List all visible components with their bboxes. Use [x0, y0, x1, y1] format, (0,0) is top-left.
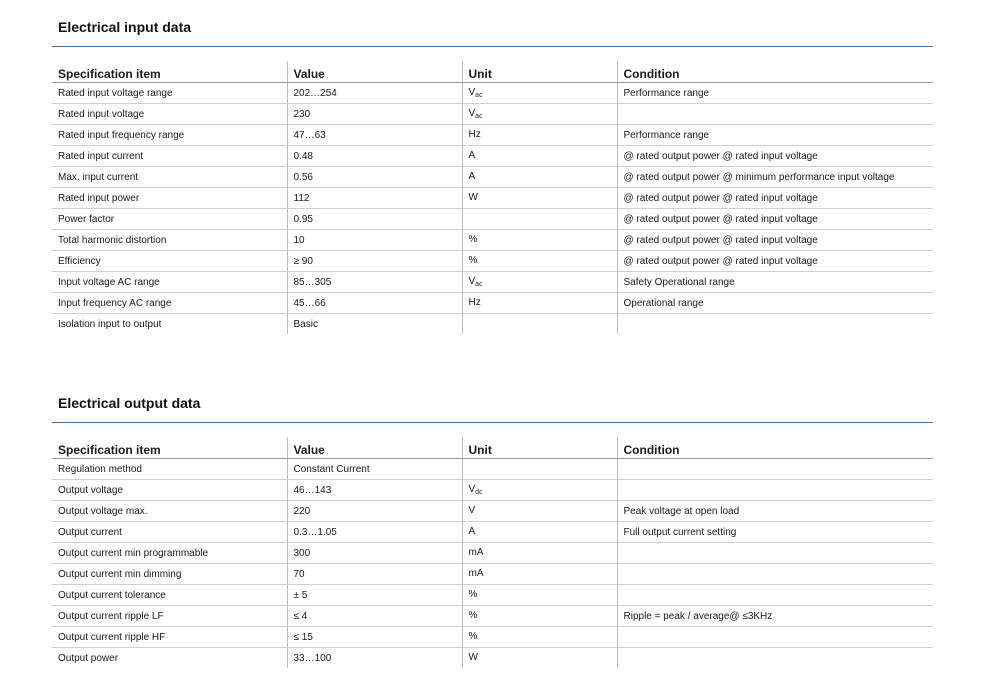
- header-specification-item: Specification item: [52, 437, 287, 459]
- table-row: [52, 543, 933, 564]
- value-cell: [287, 543, 462, 564]
- spec-item-cell: [52, 480, 287, 501]
- unit-cell-text: Hz: [468, 129, 481, 140]
- header-specification-item: Specification item: [52, 61, 287, 83]
- condition-cell: [617, 125, 933, 146]
- value-cell-text: 46…143: [293, 484, 332, 496]
- value-cell-text: 47…63: [293, 129, 326, 141]
- section-divider: [52, 46, 933, 47]
- unit-cell-text: W: [468, 192, 478, 203]
- value-cell-text: 0.48: [293, 150, 313, 162]
- condition-cell-text: @ rated output power @ minimum performance input voltage: [623, 171, 895, 183]
- unit-cell-text: A: [468, 526, 476, 537]
- spec-item-cell-text: Rated input voltage range: [58, 87, 173, 99]
- unit-cell: [462, 480, 617, 501]
- condition-cell: [617, 314, 933, 335]
- condition-cell: [617, 272, 933, 293]
- value-cell: [287, 564, 462, 585]
- value-cell: [287, 188, 462, 209]
- condition-cell: [617, 251, 933, 272]
- table-row: [52, 648, 933, 669]
- spec-item-cell-text: Rated input power: [58, 192, 140, 204]
- table-row: [52, 146, 933, 167]
- spec-item-cell-text: Output current: [58, 526, 122, 538]
- unit-cell: [462, 272, 617, 293]
- table-row: [52, 627, 933, 648]
- value-cell: [287, 230, 462, 251]
- section-title: Electrical input data: [58, 19, 192, 35]
- table-row: [52, 522, 933, 543]
- value-cell-text: 45…66: [293, 297, 326, 309]
- unit-cell-text: mA: [468, 547, 484, 558]
- condition-cell: [617, 209, 933, 230]
- condition-cell: [617, 606, 933, 627]
- value-cell: [287, 314, 462, 335]
- condition-cell-text: Operational range: [623, 297, 704, 309]
- header-condition: Condition: [617, 437, 933, 459]
- condition-cell-text: Performance range: [623, 87, 710, 99]
- value-cell-text: 0.95: [293, 213, 313, 225]
- spec-item-cell: [52, 522, 287, 543]
- value-cell-text: 230: [293, 108, 311, 120]
- value-cell: [287, 627, 462, 648]
- spec-item-cell-text: Rated input voltage: [58, 108, 145, 120]
- value-cell-text: 0.56: [293, 171, 313, 183]
- section-title: Electrical output data: [58, 395, 201, 411]
- value-cell-text: 33…100: [293, 652, 332, 664]
- spec-item-cell: [52, 606, 287, 627]
- spec-item-cell: [52, 564, 287, 585]
- unit-cell-text: Hz: [468, 297, 481, 308]
- spec-item-cell-text: Output current ripple LF: [58, 610, 164, 622]
- table-row: [52, 230, 933, 251]
- unit-cell-text: A: [468, 150, 476, 161]
- unit-cell: [462, 293, 617, 314]
- unit-cell: [462, 314, 617, 335]
- condition-cell-text: @ rated output power @ rated input voltage: [623, 213, 818, 225]
- condition-cell: [617, 230, 933, 251]
- condition-cell-text: Peak voltage at open load: [623, 505, 740, 517]
- spec-item-cell: [52, 230, 287, 251]
- condition-cell: [617, 459, 933, 480]
- value-cell-text: 220: [293, 505, 311, 517]
- spec-item-cell: [52, 459, 287, 480]
- unit-cell-text: %: [468, 234, 478, 245]
- unit-cell: [462, 146, 617, 167]
- unit-cell: [462, 125, 617, 146]
- unit-cell: [462, 230, 617, 251]
- unit-cell-text: %: [468, 610, 478, 621]
- spec-item-cell: [52, 188, 287, 209]
- condition-cell: [617, 543, 933, 564]
- value-cell-text: Constant Current: [293, 463, 370, 475]
- value-cell-text: 112: [293, 192, 310, 204]
- spec-item-cell: [52, 251, 287, 272]
- condition-cell-text: Ripple = peak / average@ ≤3KHz: [623, 610, 773, 622]
- condition-cell-text: @ rated output power @ rated input voltage: [623, 192, 818, 204]
- unit-subscript: ac: [475, 113, 483, 120]
- value-cell: [287, 480, 462, 501]
- table-row: [52, 272, 933, 293]
- unit-cell: [462, 606, 617, 627]
- table-row: [52, 459, 933, 480]
- table-header-row: [52, 61, 933, 83]
- spec-item-cell-text: Efficiency: [58, 255, 101, 267]
- electrical-input-table: [52, 61, 933, 334]
- header-value: Value: [287, 437, 462, 459]
- unit-cell-text: V: [468, 505, 476, 516]
- unit-cell-text: V: [468, 276, 476, 287]
- value-cell: [287, 209, 462, 230]
- electrical-output-table: [52, 437, 933, 668]
- spec-item-cell: [52, 501, 287, 522]
- electrical-output-section: [52, 393, 933, 668]
- unit-cell: [462, 648, 617, 669]
- value-cell: [287, 83, 462, 104]
- spec-item-cell: [52, 104, 287, 125]
- spec-item-cell: [52, 314, 287, 335]
- spec-item-cell-text: Input voltage AC range: [58, 276, 160, 288]
- value-cell-text: ± 5: [293, 589, 308, 601]
- value-cell-text: 300: [293, 547, 311, 559]
- electrical-input-section: [52, 17, 933, 334]
- value-cell: [287, 459, 462, 480]
- unit-cell: [462, 564, 617, 585]
- unit-subscript: dc: [475, 489, 483, 496]
- spec-item-cell: [52, 585, 287, 606]
- unit-cell-text: V: [468, 484, 476, 495]
- value-cell-text: ≤ 15: [293, 631, 313, 643]
- unit-cell-text: mA: [468, 568, 484, 579]
- value-cell: [287, 606, 462, 627]
- unit-cell: [462, 251, 617, 272]
- unit-cell: [462, 501, 617, 522]
- value-cell: [287, 522, 462, 543]
- value-cell: [287, 104, 462, 125]
- spec-item-cell-text: Max. input current: [58, 171, 139, 183]
- unit-cell-text: %: [468, 631, 478, 642]
- spec-item-cell-text: Output current tolerance: [58, 589, 166, 601]
- table-row: [52, 167, 933, 188]
- spec-item-cell-text: Regulation method: [58, 463, 142, 475]
- spec-item-cell: [52, 146, 287, 167]
- unit-subscript: ac: [475, 281, 483, 288]
- value-cell-text: 0.3…1.05: [293, 526, 337, 538]
- table-row: [52, 104, 933, 125]
- unit-cell: [462, 459, 617, 480]
- unit-cell: [462, 167, 617, 188]
- condition-cell: [617, 167, 933, 188]
- table-row: [52, 125, 933, 146]
- table-row: [52, 606, 933, 627]
- table-row: [52, 564, 933, 585]
- unit-cell: [462, 522, 617, 543]
- spec-item-cell: [52, 543, 287, 564]
- spec-item-cell-text: Isolation input to output: [58, 318, 162, 330]
- condition-cell: [617, 522, 933, 543]
- spec-item-cell-text: Rated input frequency range: [58, 129, 185, 141]
- condition-cell: [617, 146, 933, 167]
- unit-cell: [462, 188, 617, 209]
- unit-cell: [462, 543, 617, 564]
- spec-item-cell-text: Output current ripple HF: [58, 631, 166, 643]
- spec-item-cell: [52, 209, 287, 230]
- condition-cell-text: @ rated output power @ rated input voltage: [623, 234, 818, 246]
- condition-cell-text: Safety Operational range: [623, 276, 735, 288]
- condition-cell: [617, 480, 933, 501]
- value-cell-text: 10: [293, 234, 305, 246]
- condition-cell-text: @ rated output power @ rated input voltage: [623, 255, 818, 267]
- condition-cell: [617, 564, 933, 585]
- condition-cell: [617, 104, 933, 125]
- table-row: [52, 585, 933, 606]
- spec-item-cell-text: Output voltage: [58, 484, 124, 496]
- spec-item-cell-text: Output current min dimming: [58, 568, 182, 580]
- spec-item-cell-text: Output power: [58, 652, 119, 664]
- condition-cell: [617, 188, 933, 209]
- spec-item-cell: [52, 627, 287, 648]
- condition-cell: [617, 83, 933, 104]
- table-row: [52, 209, 933, 230]
- spec-item-cell-text: Total harmonic distortion: [58, 234, 167, 246]
- spec-item-cell: [52, 125, 287, 146]
- table-row: [52, 480, 933, 501]
- value-cell-text: 202…254: [293, 87, 337, 99]
- value-cell: [287, 167, 462, 188]
- condition-cell-text: Performance range: [623, 129, 710, 141]
- table-row: [52, 188, 933, 209]
- value-cell: [287, 501, 462, 522]
- unit-cell: [462, 209, 617, 230]
- value-cell: [287, 585, 462, 606]
- condition-cell: [617, 627, 933, 648]
- spec-item-cell: [52, 293, 287, 314]
- value-cell: [287, 293, 462, 314]
- spec-item-cell-text: Power factor: [58, 213, 115, 225]
- unit-cell-text: %: [468, 589, 478, 600]
- section-divider: [52, 422, 933, 423]
- condition-cell: [617, 293, 933, 314]
- value-cell: [287, 251, 462, 272]
- table-row: [52, 251, 933, 272]
- unit-cell-text: V: [468, 108, 476, 119]
- spec-item-cell: [52, 272, 287, 293]
- table-row: [52, 314, 933, 335]
- spec-item-cell: [52, 648, 287, 669]
- condition-cell: [617, 585, 933, 606]
- unit-cell-text: %: [468, 255, 478, 266]
- value-cell-text: 85…305: [293, 276, 332, 288]
- spec-item-cell-text: Output current min programmable: [58, 547, 209, 559]
- table-row: [52, 293, 933, 314]
- value-cell: [287, 648, 462, 669]
- unit-cell: [462, 83, 617, 104]
- value-cell: [287, 272, 462, 293]
- value-cell-text: ≥ 90: [293, 255, 313, 267]
- unit-cell: [462, 627, 617, 648]
- value-cell-text: 70: [293, 568, 305, 580]
- value-cell-text: Basic: [293, 318, 318, 330]
- unit-cell-text: W: [468, 652, 478, 663]
- spec-item-cell-text: Output voltage max.: [58, 505, 148, 517]
- value-cell: [287, 146, 462, 167]
- unit-cell-text: A: [468, 171, 476, 182]
- condition-cell: [617, 501, 933, 522]
- unit-cell-text: V: [468, 87, 476, 98]
- spec-item-cell: [52, 167, 287, 188]
- header-value: Value: [287, 61, 462, 83]
- spec-item-cell-text: Input frequency AC range: [58, 297, 172, 309]
- table-row: [52, 83, 933, 104]
- condition-cell: [617, 648, 933, 669]
- value-cell: [287, 125, 462, 146]
- table-row: [52, 501, 933, 522]
- table-header-row: [52, 437, 933, 459]
- unit-subscript: ac: [475, 92, 483, 99]
- unit-cell: [462, 104, 617, 125]
- header-condition: Condition: [617, 61, 933, 83]
- spec-item-cell-text: Rated input current: [58, 150, 144, 162]
- condition-cell-text: @ rated output power @ rated input voltage: [623, 150, 818, 162]
- unit-cell: [462, 585, 617, 606]
- header-unit: Unit: [462, 437, 617, 459]
- spec-item-cell: [52, 83, 287, 104]
- value-cell-text: ≤ 4: [293, 610, 308, 622]
- condition-cell-text: Full output current setting: [623, 526, 737, 538]
- header-unit: Unit: [462, 61, 617, 83]
